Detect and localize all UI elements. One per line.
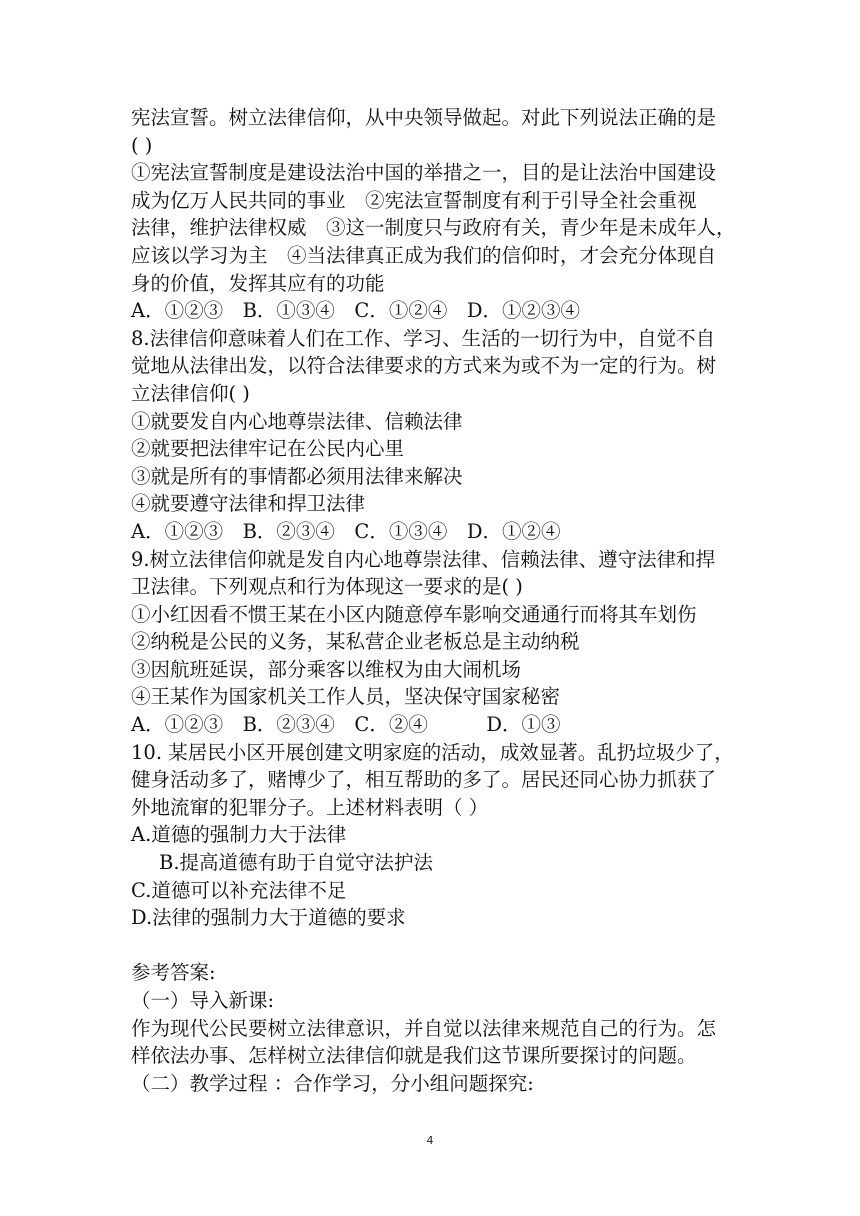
q8-statement: ③就是所有的事情都必须用法律来解决	[131, 464, 463, 488]
q7-statement: 应该以学习为主 ④当法律真正成为我们的信仰时，才会充分体现自	[131, 243, 717, 267]
q8-statement: ①就要发自内心地尊崇法律、信赖法律	[131, 409, 463, 433]
q9-statement: ①小红因看不惯王某在小区内随意停车影响交通通行而将其车划伤	[131, 602, 697, 626]
q9-stem: 9.树立法律信仰就是发自内心地尊崇法律、信赖法律、遵守法律和捍	[131, 547, 716, 571]
page-number: 4	[426, 1134, 434, 1147]
q9-stem: 卫法律。下列观点和行为体现这一要求的是( )	[131, 575, 523, 599]
q10-stem: 健身活动多了，赌博少了，相互帮助的多了。居民还同心协力抓获了	[131, 768, 717, 792]
section1-title: （一）导入新课:	[131, 989, 275, 1012]
q8-stem: 8.法律信仰意味着人们在工作、学习、生活的一切行为中，自觉不自	[131, 326, 716, 350]
q10-option-c: C.道德可以补充法律不足	[131, 878, 347, 902]
q8-stem: 觉地从法律出发，以符合法律要求的方式来为或不为一定的行为。树	[131, 354, 717, 378]
q8-statement: ④就要遵守法律和捍卫法律	[131, 492, 366, 516]
blank-line	[131, 932, 731, 960]
q9-statement: ③因航班延误，部分乘客以维权为由大闹机场	[131, 657, 522, 681]
q7-statement: 法律，维护法律权威 ③这一制度只与政府有关，青少年是未成年人，	[131, 216, 736, 240]
q9-statement: ②纳税是公民的义务，某私营企业老板总是主动纳税	[131, 630, 580, 654]
q7-options: A．①②③ B．①③④ C．①②④ D．①②③④	[131, 299, 580, 323]
q7-statement: ①宪法宣誓制度是建设法治中国的举措之一，目的是让法治中国建设	[131, 161, 717, 185]
q9-options: A．①②③ B．②③④ C．②④ D．①③	[131, 713, 561, 737]
q10-stem: 外地流窜的犯罪分子。上述材料表明（ ）	[131, 795, 489, 819]
q8-statement: ②就要把法律牢记在公民内心里	[131, 437, 405, 461]
q10-option-a: A.道德的强制力大于法律	[131, 823, 347, 847]
q7-statement: 身的价值，发挥其应有的功能	[131, 271, 385, 295]
q7-answer-paren: ( )	[131, 133, 153, 157]
q10-stem: 10. 某居民小区开展创建文明家庭的活动，成效显著。乱扔垃圾少了，	[131, 740, 734, 764]
q9-statement: ④王某作为国家机关工作人员，坚决保守国家秘密	[131, 685, 561, 709]
q7-statement: 成为亿万人民共同的事业 ②宪法宣誓制度有利于引导全社会重视	[131, 188, 697, 212]
page-body	[131, 104, 736, 1097]
q7-stem-end: 宪法宣誓。树立法律信仰，从中央领导做起。对此下列说法正确的是	[131, 106, 717, 129]
q8-stem: 立法律信仰( )	[131, 381, 250, 405]
q8-options: A．①②③ B．②③④ C．①③④ D．①②④	[131, 519, 561, 543]
section1-text: 作为现代公民要树立法律意识，并自觉以法律来规范自己的行为。怎	[131, 1016, 717, 1040]
section2-title: （二）教学过程 ：合作学习，分小组问题探究:	[131, 1071, 534, 1095]
q10-option-b: B.提高道德有助于自觉守法护法	[159, 851, 434, 875]
section1-text: 样依法办事、怎样树立法律信仰就是我们这节课所要探讨的问题。	[131, 1044, 697, 1068]
q10-option-d: D.法律的强制力大于道德的要求	[131, 906, 406, 930]
answers-heading: 参考答案:	[131, 961, 216, 985]
